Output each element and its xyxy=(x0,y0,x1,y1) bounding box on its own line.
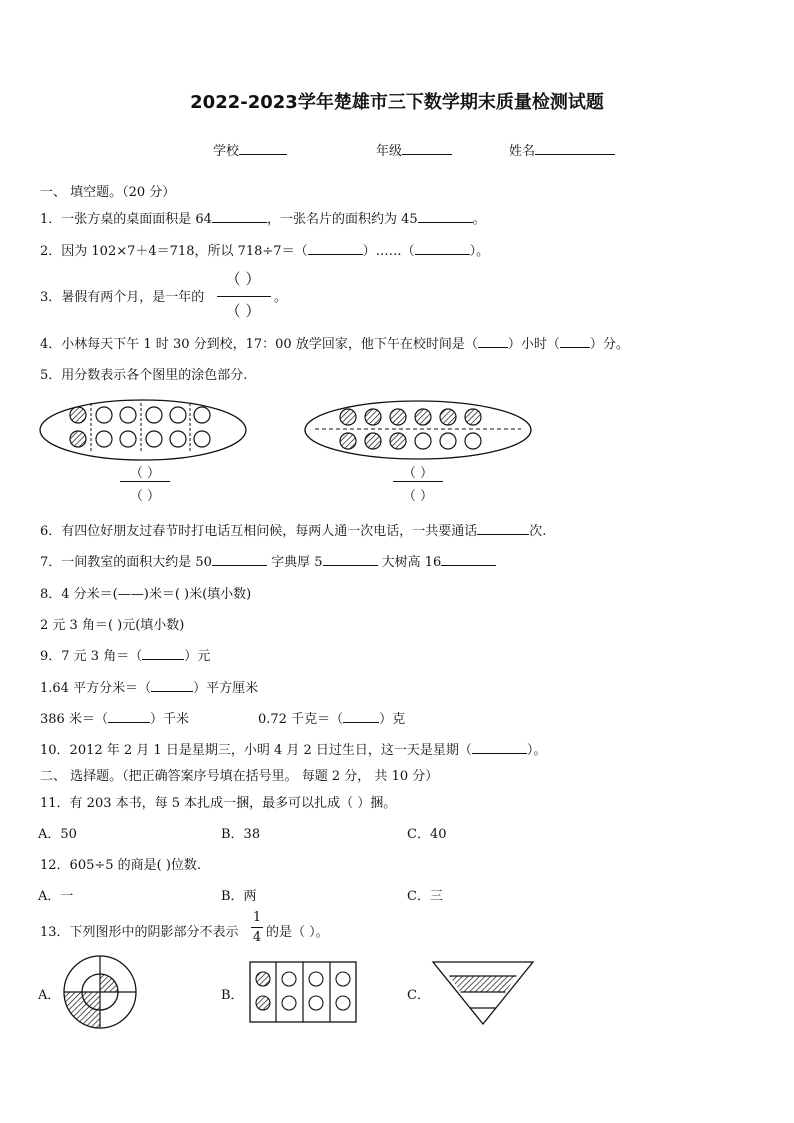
name-label: 姓名 xyxy=(509,144,536,159)
name-field xyxy=(509,140,615,159)
q4-blank-minutes[interactable] xyxy=(560,335,590,348)
question-10 xyxy=(40,739,546,758)
q5-left-denominator[interactable]: （ ） xyxy=(129,489,161,504)
shaded-circle xyxy=(415,409,431,425)
q9-blank-4[interactable] xyxy=(343,710,379,723)
q10-text-a: 10．2012 年 2 月 1 日是星期三，小明 4 月 2 日过生日，这一天是星期（ xyxy=(40,743,472,758)
q1-text-a: 1．一张方桌的桌面面积是 64 xyxy=(40,212,212,227)
plain-circle xyxy=(309,996,323,1010)
shaded-circle xyxy=(340,433,356,449)
q4-text-a: 4．小林每天下午 1 时 30 分到校，17：00 放学回家，他下午在校时间是（ xyxy=(40,337,478,352)
q13-option-a[interactable]: A． xyxy=(38,988,61,1003)
q12-option-c[interactable]: C．三 xyxy=(407,889,443,904)
q7-text-a: 7．一间教室的面积大约是 50 xyxy=(40,555,212,570)
plain-circle xyxy=(194,431,210,447)
q2-text-b: ）……（ xyxy=(362,244,415,259)
q5-right-numerator[interactable]: （ ） xyxy=(402,466,434,481)
plain-circle xyxy=(336,996,350,1010)
page-title: 2022-2023学年楚雄市三下数学期末质量检测试题 xyxy=(190,92,604,113)
question-8-line-1: 8．4 分米＝(——)米＝( )米(填小数) xyxy=(40,587,252,602)
plain-circle xyxy=(146,407,162,423)
shaded-band xyxy=(450,976,517,992)
q9-text-f: ）千米 xyxy=(149,712,189,727)
q10-text-b: ）。 xyxy=(526,743,547,758)
plain-circle xyxy=(146,431,162,447)
q9-text-h: ）克 xyxy=(379,712,406,727)
q2-text-c: ）。 xyxy=(469,244,490,259)
plain-circle xyxy=(120,407,136,423)
q3-fraction-bar xyxy=(217,296,271,297)
question-8-line-2: 2 元 3 角＝( )元(填小数) xyxy=(40,618,185,633)
q5-left-fraction-bar xyxy=(120,481,170,482)
q5-figure-right xyxy=(303,399,533,463)
q11-option-b[interactable]: B．38 xyxy=(221,827,261,842)
section-fill-blank-heading: 一、 填空题。（20 分） xyxy=(40,185,176,200)
section-choice-heading: 二、 选择题。（把正确答案序号填在括号里。 每题 2 分， 共 10 分） xyxy=(40,769,439,784)
plain-circle xyxy=(336,972,350,986)
q9-text-d: ）平方厘米 xyxy=(193,681,259,696)
grade-field xyxy=(376,140,452,159)
plain-circle xyxy=(194,407,210,423)
shaded-circle xyxy=(465,409,481,425)
q13-option-c[interactable]: C． xyxy=(407,988,430,1003)
triangle-outline xyxy=(433,962,533,1024)
shaded-circle xyxy=(256,996,270,1010)
question-12: 12．605÷5 的商是( )位数. xyxy=(40,858,202,873)
q1-blank-1[interactable] xyxy=(212,210,267,223)
q5-right-fraction-bar xyxy=(393,481,443,482)
q13-fraction-denominator: 4 xyxy=(252,930,262,945)
q9-text-c: 1.64 平方分米＝（ xyxy=(40,681,152,696)
shaded-circle xyxy=(390,433,406,449)
q9-blank-2[interactable] xyxy=(151,679,193,692)
question-9-line-1 xyxy=(40,645,210,664)
q2-blank-1[interactable] xyxy=(308,242,363,255)
plain-circle xyxy=(465,433,481,449)
shaded-circle xyxy=(70,431,86,447)
q4-blank-hours[interactable] xyxy=(478,335,508,348)
q5-right-denominator[interactable]: （ ） xyxy=(402,489,434,504)
q13-text-b: 的是（ ）。 xyxy=(266,925,329,940)
plain-circle xyxy=(120,431,136,447)
question-7 xyxy=(40,551,496,570)
school-blank[interactable] xyxy=(239,142,287,155)
q13-figure-b-circle-grid xyxy=(249,961,357,1023)
q2-blank-2[interactable] xyxy=(415,242,470,255)
q6-text-b: 次. xyxy=(529,524,547,539)
grade-label: 年级 xyxy=(376,144,403,159)
plain-circle xyxy=(96,431,112,447)
q3-fraction-numerator[interactable]: （ ） xyxy=(225,270,261,288)
plain-circle xyxy=(170,407,186,423)
q7-blank-3[interactable] xyxy=(441,553,496,566)
grade-blank[interactable] xyxy=(402,142,452,155)
shaded-circle xyxy=(440,409,456,425)
q1-blank-2[interactable] xyxy=(418,210,473,223)
q11-option-a[interactable]: A．50 xyxy=(38,827,77,842)
q12-option-b[interactable]: B．两 xyxy=(221,889,257,904)
shaded-circle xyxy=(256,972,270,986)
shaded-circle xyxy=(365,433,381,449)
q7-text-b: 字典厚 5 xyxy=(266,555,323,570)
q3-period: 。 xyxy=(274,290,288,305)
q1-text-c: 。 xyxy=(472,212,486,227)
q7-text-c: 大树高 16 xyxy=(377,555,442,570)
q6-blank[interactable] xyxy=(477,522,529,535)
q11-option-c[interactable]: C．40 xyxy=(407,827,447,842)
q5-right-circles xyxy=(340,409,481,449)
plain-circle xyxy=(309,972,323,986)
question-6 xyxy=(40,520,546,539)
question-1 xyxy=(40,208,486,227)
q13-fraction-numerator: 1 xyxy=(252,910,262,925)
question-9-line-3b xyxy=(258,708,405,727)
question-9-line-2 xyxy=(40,677,258,696)
shaded-circle xyxy=(365,409,381,425)
plain-circle xyxy=(170,431,186,447)
question-9-line-3a xyxy=(40,708,189,727)
q6-text-a: 6．有四位好朋友过春节时打电话互相问候，每两人通一次电话，一共要通话 xyxy=(40,524,478,539)
q9-text-e: 386 米＝（ xyxy=(40,712,108,727)
plain-circle xyxy=(96,407,112,423)
q7-blank-1[interactable] xyxy=(212,553,267,566)
question-5: 5．用分数表示各个图里的涂色部分. xyxy=(40,368,248,383)
plain-circle xyxy=(282,972,296,986)
school-field xyxy=(213,140,287,159)
name-blank[interactable] xyxy=(535,142,615,155)
q12-option-a[interactable]: A．一 xyxy=(38,889,74,904)
q3-text: 3．暑假有两个月，是一年的 xyxy=(40,290,205,305)
q3-fraction-denominator[interactable]: （ ） xyxy=(225,302,261,320)
q1-text-b: ，一张名片的面积约为 45 xyxy=(266,212,418,227)
q9-blank-3[interactable] xyxy=(108,710,150,723)
q9-text-g: 0.72 千克＝（ xyxy=(258,712,344,727)
q9-text-a: 9．7 元 3 角＝（ xyxy=(40,649,143,664)
q13-option-b[interactable]: B． xyxy=(221,988,244,1003)
q13-figure-a-concentric-circles xyxy=(62,954,138,1030)
plain-circle xyxy=(415,433,431,449)
plain-circle xyxy=(282,996,296,1010)
q13-figure-c-triangle xyxy=(432,961,534,1025)
q2-text-a: 2．因为 102×7＋4＝718，所以 718÷7＝（ xyxy=(40,244,308,259)
q5-left-numerator[interactable]: （ ） xyxy=(129,466,161,481)
q13-text-a: 13．下列图形中的阴影部分不表示 xyxy=(40,925,239,940)
q13-fraction-bar xyxy=(251,927,263,928)
q4-text-c: ）分。 xyxy=(589,337,629,352)
question-4 xyxy=(40,333,629,352)
school-label: 学校 xyxy=(213,144,240,159)
q5-right-ellipse xyxy=(305,401,531,459)
q7-blank-2[interactable] xyxy=(323,553,378,566)
q4-text-b: ）小时（ xyxy=(507,337,560,352)
shaded-circle xyxy=(70,407,86,423)
question-2 xyxy=(40,240,489,259)
shaded-circle xyxy=(390,409,406,425)
q9-blank-1[interactable] xyxy=(142,647,184,660)
q5-figure-left xyxy=(38,397,248,463)
plain-circle xyxy=(440,433,456,449)
q10-blank[interactable] xyxy=(472,741,527,754)
q5-left-ellipse xyxy=(40,400,246,460)
q9-text-b: ）元 xyxy=(184,649,211,664)
question-11: 11．有 203 本书，每 5 本扎成一捆，最多可以扎成（ ）捆。 xyxy=(40,796,397,811)
shaded-circle xyxy=(340,409,356,425)
